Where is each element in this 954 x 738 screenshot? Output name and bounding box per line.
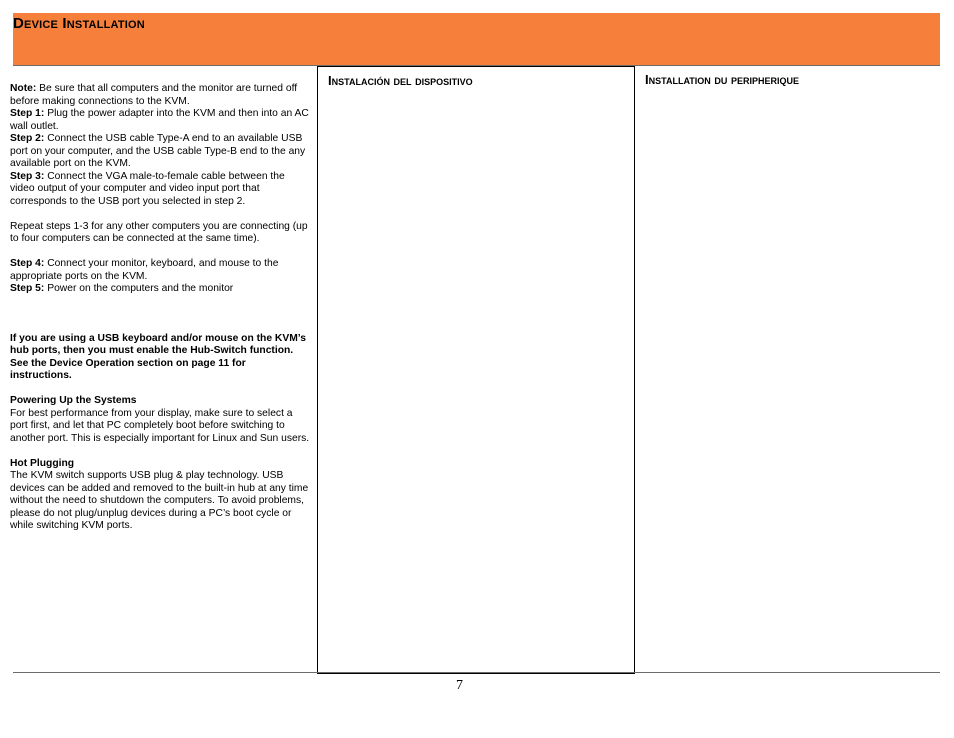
note-paragraph (10, 83, 310, 108)
step-label: Step 1: (10, 108, 45, 119)
hot-plugging-heading (10, 458, 310, 471)
step-text: Connect the VGA male-to-female cable between the video output of your computer and video input port that corresponds to the USB port you selected in step 2. (10, 170, 285, 207)
page-number: 7 (456, 678, 463, 693)
step-text: Plug the power adapter into the KVM and then into an AC wall outlet. (10, 108, 309, 132)
step-text: Connect the USB cable Type-A end to an available USB port on your computer, and the USB cable Type-B end to the any available port on the KVM. (10, 133, 306, 169)
spanish-heading: Instalación del dispositivo (328, 73, 473, 88)
page-header (13, 13, 940, 66)
step-label: Step 2: (10, 133, 45, 144)
note-label: Note: (10, 83, 37, 94)
hub-switch-note (10, 333, 310, 383)
step-5 (10, 283, 310, 296)
hot-plugging-heading-text: Hot Plugging (10, 457, 75, 469)
step-label: Step 5: (10, 283, 45, 294)
powering-heading (10, 395, 310, 408)
step-4 (10, 258, 310, 283)
english-column (10, 66, 310, 672)
footer-divider (13, 672, 940, 673)
hot-plugging-paragraph: The KVM switch supports USB plug & play technology. USB devices can be added and removed to the built-in hub at any time without the need to shutdown the computers. To avoid problems, please do not plug/unplug devices during a PC’s boot cycle or while switching KVM ports. (10, 470, 309, 531)
step-1 (10, 108, 310, 133)
french-column (645, 66, 940, 672)
english-instructions (10, 83, 310, 533)
step-text: Connect your monitor, keyboard, and mouse to the appropriate ports on the KVM. (10, 258, 279, 282)
hub-switch-note-text: If you are using a USB keyboard and/or mouse on the KVM’s hub ports, then you must enable the Hub-Switch function. See the Device Operation section on page 11 for instructions. (10, 332, 306, 381)
repeat-paragraph: Repeat steps 1-3 for any other computers you are connecting (up to four computers can be connected at the same time). (10, 220, 308, 244)
step-2 (10, 133, 310, 171)
step-label: Step 3: (10, 170, 45, 182)
powering-paragraph: For best performance from your display, make sure to select a port first, and let that PC completely boot before switching to another port. This is especially important for Linux and Sun users. (10, 407, 310, 444)
french-heading: Installation du peripherique (645, 72, 800, 87)
step-3 (10, 171, 310, 209)
page-title: Device Installation (13, 15, 145, 32)
step-label: Step 4: (10, 258, 45, 269)
note-text: Be sure that all computers and the monitor are turned off before making connections to the KVM. (10, 83, 298, 107)
step-text: Power on the computers and the monitor (44, 283, 234, 294)
spanish-column (317, 66, 635, 674)
powering-heading-text: Powering Up the Systems (10, 395, 137, 406)
